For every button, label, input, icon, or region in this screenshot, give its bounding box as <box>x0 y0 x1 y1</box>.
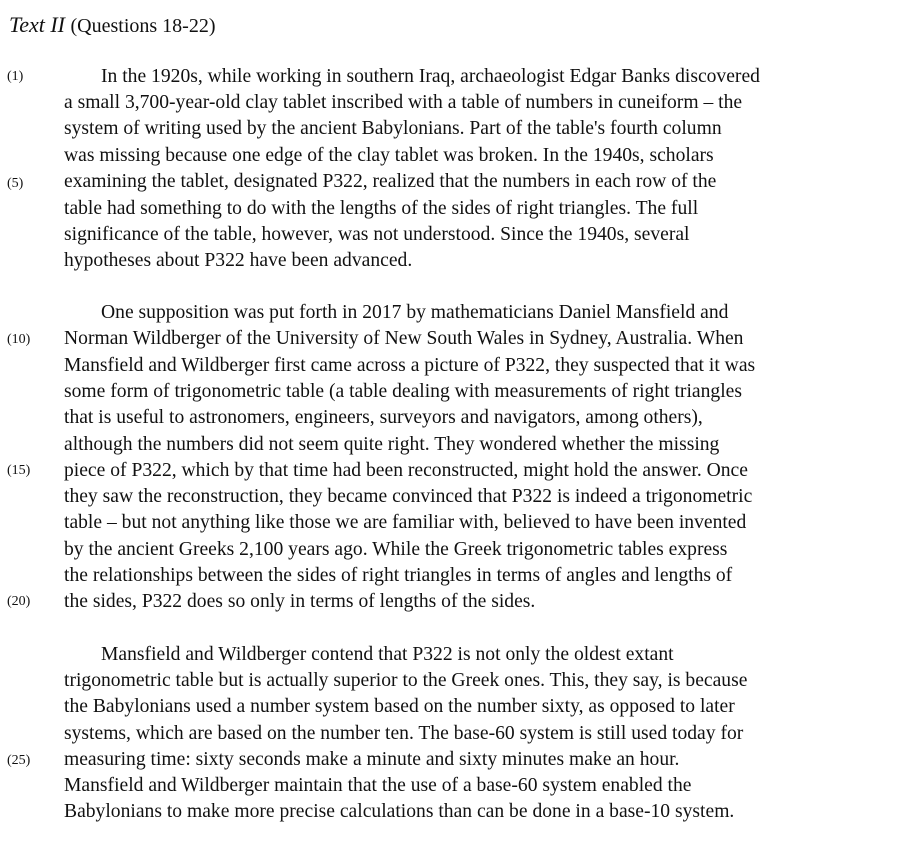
line-number: (10) <box>7 332 31 347</box>
text-line: trigonometric table but is actually superior to the Greek ones. This, they say, is because <box>64 670 748 691</box>
text-line: In the 1920s, while working in southern Iraq, archaeologist Edgar Banks discovered <box>101 66 760 87</box>
text-line: a small 3,700-year-old clay tablet inscribed with a table of numbers in cuneiform – the <box>64 92 743 113</box>
line-number: (20) <box>7 594 31 609</box>
text-line: table had something to do with the lengths of the sides of right triangles. The full <box>64 198 699 219</box>
line-number: (5) <box>7 176 24 191</box>
text-line: was missing because one edge of the clay tablet was broken. In the 1940s, scholars <box>64 145 714 166</box>
text-line: examining the tablet, designated P322, realized that the numbers in each row of the <box>64 171 717 192</box>
text-line: the sides, P322 does so only in terms of lengths of the sides. <box>64 591 536 612</box>
text-title-label: Text II <box>9 12 66 37</box>
text-line: although the numbers did not seem quite right. They wondered whether the missing <box>64 434 720 455</box>
text-line: they saw the reconstruction, they became convinced that P322 is indeed a trigonometric <box>64 486 753 507</box>
text-line: hypotheses about P322 have been advanced. <box>64 250 413 271</box>
text-line: Norman Wildberger of the University of New South Wales in Sydney, Australia. When <box>64 328 744 349</box>
text-line: the Babylonians used a number system based on the number sixty, as opposed to later <box>64 696 735 717</box>
text-line: significance of the table, however, was not understood. Since the 1940s, several <box>64 224 690 245</box>
text-title <box>9 11 216 40</box>
text-line: table – but not anything like those we are familiar with, believed to have been invented <box>64 512 747 533</box>
text-line: Mansfield and Wildberger first came across a picture of P322, they suspected that it was <box>64 355 756 376</box>
line-number: (15) <box>7 463 31 478</box>
text-line: piece of P322, which by that time had been reconstructed, might hold the answer. Once <box>64 460 748 481</box>
text-line: Mansfield and Wildberger contend that P322 is not only the oldest extant <box>101 644 674 665</box>
text-line: system of writing used by the ancient Babylonians. Part of the table's fourth column <box>64 118 722 139</box>
text-line: measuring time: sixty seconds make a minute and sixty minutes make an hour. <box>64 749 680 770</box>
text-line: some form of trigonometric table (a table dealing with measurements of right triangles <box>64 381 742 402</box>
text-line: the relationships between the sides of right triangles in terms of angles and lengths of <box>64 565 733 586</box>
line-number: (25) <box>7 753 31 768</box>
text-line: that is useful to astronomers, engineers, surveyors and navigators, among others), <box>64 407 703 428</box>
line-number: (1) <box>7 69 24 84</box>
text-line: by the ancient Greeks 2,100 years ago. While the Greek trigonometric tables express <box>64 539 728 560</box>
text-line: Babylonians to make more precise calculations than can be done in a base-10 system. <box>64 801 735 822</box>
questions-range: (Questions 18-22) <box>70 15 216 37</box>
text-line: Mansfield and Wildberger maintain that the use of a base-60 system enabled the <box>64 775 692 796</box>
text-line: systems, which are based on the number ten. The base-60 system is still used today for <box>64 723 744 744</box>
text-line: One supposition was put forth in 2017 by mathematicians Daniel Mansfield and <box>101 302 729 323</box>
